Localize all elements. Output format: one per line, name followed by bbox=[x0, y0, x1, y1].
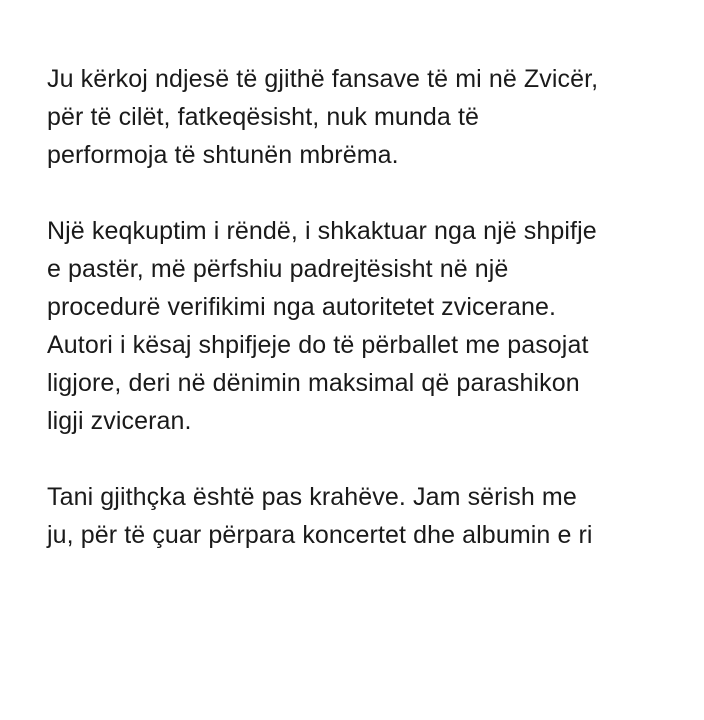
note-text bbox=[47, 60, 687, 592]
text-line: për të cilët, fatkeqësisht, nuk munda të bbox=[47, 103, 480, 131]
paragraph-closing bbox=[47, 478, 687, 554]
text-line: ligji zviceran. bbox=[47, 407, 192, 435]
paragraph-explanation bbox=[47, 212, 687, 440]
text-line: performoja të shtunën mbrëma. bbox=[47, 141, 399, 169]
paragraph-apology bbox=[47, 60, 687, 174]
text-line: Ju kërkoj ndjesë të gjithë fansave të mi në Zvicër, bbox=[47, 65, 599, 93]
text-line: ju, për të çuar përpara koncertet dhe albumin e ri bbox=[47, 521, 593, 549]
text-line: Autori i kësaj shpifjeje do të përballet me pasojat bbox=[47, 331, 589, 359]
text-line: Një keqkuptim i rëndë, i shkaktuar nga një shpifje bbox=[47, 217, 597, 245]
text-line: e pastër, më përfshiu padrejtësisht në një bbox=[47, 255, 509, 283]
text-line: Tani gjithçka është pas krahëve. Jam sërish me bbox=[47, 483, 577, 511]
text-line: ligjore, deri në dënimin maksimal që parashikon bbox=[47, 369, 580, 397]
text-line: procedurë verifikimi nga autoritetet zvicerane. bbox=[47, 293, 557, 321]
